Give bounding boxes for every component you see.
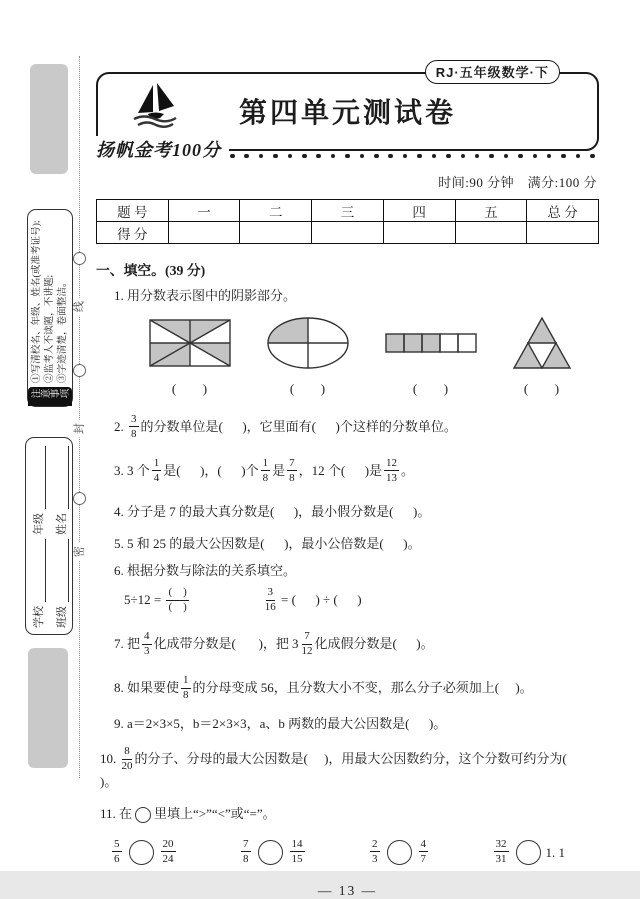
notice-label: 注意事项: [28, 387, 72, 406]
edition-tag: RJ·五年级数学·下: [425, 60, 560, 84]
decor-dot: [489, 154, 494, 159]
fraction-numerator: 7: [241, 839, 251, 853]
header-banner: [96, 65, 599, 160]
question-11: 11. 在 里填上“>”“<”或“=”。: [96, 805, 599, 824]
question-1: 1. 用分数表示图中的阴影部分。: [114, 288, 297, 303]
decor-dot: [302, 154, 307, 159]
figure-squares-strip: [384, 314, 478, 397]
binding-seal-line: [79, 56, 80, 778]
fraction-denominator: 3: [372, 852, 378, 865]
score-cell-5: [455, 222, 527, 244]
fraction: [301, 631, 312, 657]
fraction: [166, 587, 188, 613]
answer-blank: ( ): [289, 380, 327, 396]
decor-dot: [547, 154, 552, 159]
fraction: [122, 746, 133, 772]
grade-label: 年级: [32, 513, 45, 535]
fraction: [152, 458, 162, 484]
score-table-header-cell: 三: [312, 200, 384, 222]
fraction-numerator: 4: [419, 839, 429, 853]
fraction-numerator: 14: [290, 839, 305, 853]
student-info-box: [25, 437, 73, 635]
comparison-blank-circle: [135, 807, 151, 823]
decor-dot: [432, 154, 437, 159]
name-write-line: [57, 446, 69, 509]
fraction-denominator: 15: [291, 852, 303, 865]
question-5: 5. 5 和 25 的最大公因数是( )，最小公倍数是( )。: [114, 535, 421, 551]
decor-dot: [518, 154, 523, 159]
score-table-header-cell: 题 号: [97, 200, 169, 222]
question-2: 2. $\frac{3}{8}$ 的分数单位是( )，它里面有( )个这样的分数单位。: [114, 412, 457, 440]
answer-blank: ( ): [171, 380, 209, 396]
comparison-blank-circle: [258, 840, 283, 865]
answer-blank: ( ): [412, 380, 450, 396]
comparison-item: $\frac{32}{31}$ 1. 1: [495, 837, 565, 865]
fraction-denominator: 7: [420, 852, 426, 865]
mixed-number-whole: 3: [291, 636, 299, 652]
decor-dot: [316, 154, 321, 159]
fraction-denominator: 24: [162, 852, 174, 865]
question-1-figures: [96, 314, 599, 397]
brand-logo-text: 扬帆金考100分: [92, 136, 229, 162]
school-label: 学校: [32, 606, 45, 628]
student-info-row-2: [53, 444, 69, 628]
ellipse-shaded-quarter-image: [265, 314, 351, 372]
decor-dot: [446, 154, 451, 159]
fraction: [241, 839, 251, 865]
question-11-comparisons: [96, 837, 599, 866]
notice-item-3: ③字迹清楚，卷面整洁。: [56, 277, 68, 383]
question-7: 7. 把 $\frac{4}{3}$ 化成带分数是( )，把 3 $\frac{7}{12}$ 化成假分数是( )。: [114, 630, 434, 658]
score-cell-total: [527, 222, 599, 244]
fraction: [112, 839, 122, 865]
fraction-numerator: 3: [266, 587, 276, 601]
fraction-numerator: 32: [494, 839, 509, 853]
decor-dot: [259, 154, 264, 159]
decor-dot: [360, 154, 365, 159]
main-content: [96, 56, 599, 899]
fraction-numerator: 7: [287, 458, 297, 472]
class-write-line: [57, 539, 69, 602]
paper-title: 第四单元测试卷: [238, 98, 456, 129]
decor-dot: [475, 154, 480, 159]
decor-dot: [461, 154, 466, 159]
name-label: 姓名: [55, 513, 68, 535]
decor-dot: [504, 154, 509, 159]
five-squares-three-shaded-image: [384, 314, 478, 372]
page-number: — 13 —: [317, 882, 378, 898]
triangle-shaded-fourths-image: [511, 314, 573, 372]
fraction-numerator: 8: [122, 746, 132, 760]
fraction-denominator: 31: [495, 852, 507, 865]
fraction-denominator: 8: [262, 471, 269, 484]
seal-char-mi: 密: [73, 543, 86, 561]
decor-dot: [374, 154, 379, 159]
fraction: [494, 839, 509, 865]
fraction-denominator: 6: [114, 852, 120, 865]
school-write-line: [34, 539, 46, 602]
fraction: [290, 839, 305, 865]
seal-char-feng: 封: [73, 420, 86, 438]
score-table: [96, 199, 599, 244]
fraction: [265, 587, 276, 613]
fraction-denominator: 8: [183, 689, 189, 702]
fraction-numerator: 1: [181, 675, 191, 689]
figure-ellipse: [265, 314, 351, 397]
fraction: [287, 458, 297, 484]
sailboat-logo-icon: [126, 78, 184, 141]
fraction-denominator: 8: [243, 852, 249, 865]
decor-dot: [230, 154, 235, 159]
fraction-denominator: 12: [301, 645, 313, 658]
fraction-denominator: 3: [144, 645, 150, 658]
question-6: 6. 根据分数与除法的关系填空。: [114, 562, 297, 578]
score-cell-3: [312, 222, 384, 244]
notice-item-2: ②监考人不读题，不讲题;: [44, 274, 55, 383]
fraction-denominator: 13: [386, 471, 398, 484]
fraction-numerator: 3: [129, 414, 139, 428]
decor-dot: [590, 154, 595, 159]
figure-rectangle: [148, 314, 232, 397]
binding-gray-block-bottom: [28, 648, 68, 768]
equation-1: 5÷12 = $\frac{( )}{( )}$: [124, 586, 187, 614]
score-table-header-cell: 四: [383, 200, 455, 222]
equation-2: $\frac{3}{16}$ = ( ) ÷ ( ): [264, 586, 362, 614]
comparison-blank-circle: [516, 840, 541, 865]
question-10: 10. $\frac{8}{20}$ 的分子、分母的最大公因数是( )，用最大公因数约分，这个分数可约分为( )。: [100, 745, 583, 790]
fraction-numerator: ( ): [166, 587, 188, 601]
fraction-numerator: 12: [384, 458, 399, 472]
comparison-blank-circle: [129, 840, 154, 865]
score-row-label: 得 分: [97, 222, 169, 244]
grade-write-line: [34, 446, 46, 509]
decor-dot: [388, 154, 393, 159]
fraction-denominator: 4: [153, 471, 160, 484]
seal-circle: [73, 252, 86, 265]
score-table-header-row: [97, 200, 599, 222]
fraction-denominator: 8: [289, 471, 295, 484]
binding-gray-block-top: [30, 64, 68, 174]
figure-triangle: [511, 314, 573, 397]
score-cell-1: [168, 222, 240, 244]
decor-dot: [244, 154, 249, 159]
question-3: 3. 3 个 $\frac{1}{4}$ 是( )，( )个 $\frac{1}{8}$ 是 $\frac{7}{8}$ ，12 个( )是 $\frac{12}{13}$ 。: [114, 456, 415, 484]
decor-dot: [533, 154, 538, 159]
notice-rotated-strip: [28, 210, 72, 406]
question-9: 9. a＝2×3×5，b＝2×3×3，a、b 两数的最大公因数是( )。: [114, 716, 447, 732]
fraction-numerator: 7: [302, 631, 312, 645]
time-and-score-line: 时间:90 分钟 满分:100 分: [438, 175, 597, 190]
comparison-item: [239, 837, 307, 866]
notice-box: [27, 209, 73, 407]
notice-lines: [28, 218, 72, 387]
fraction-denominator: 20: [121, 760, 133, 773]
fraction: [161, 839, 176, 865]
fraction: [384, 458, 399, 484]
question-8: 8. 如果要使 $\frac{1}{8}$ 的分母变成 56，且分数大小不变，那么分子必须加上( )。: [114, 674, 533, 702]
decor-dot: [273, 154, 278, 159]
seal-circle: [73, 492, 86, 505]
fraction-denominator: 16: [264, 601, 276, 614]
decor-dot: [576, 154, 581, 159]
decor-dot: [288, 154, 293, 159]
decor-dot: [345, 154, 350, 159]
fraction-numerator: 1: [261, 458, 271, 472]
score-cell-4: [383, 222, 455, 244]
question-6-equations: [96, 588, 599, 614]
fraction-numerator: 2: [370, 839, 380, 853]
section-1-heading: 一、填空。(39 分): [96, 263, 206, 278]
decor-dot: [403, 154, 408, 159]
seal-circle: [73, 364, 86, 377]
seal-char-xian: 线: [73, 298, 86, 316]
decor-dot: [417, 154, 422, 159]
score-table-header-cell: 五: [455, 200, 527, 222]
fraction: [129, 414, 139, 440]
score-table-header-cell: 二: [240, 200, 312, 222]
fraction: [370, 839, 380, 865]
fraction: [181, 675, 191, 701]
decor-dot: [331, 154, 336, 159]
fraction-numerator: 1: [152, 458, 162, 472]
fraction-numerator: 4: [142, 631, 152, 645]
score-table-score-row: [97, 222, 599, 244]
student-info-rotated-strip: [26, 438, 72, 634]
fraction-numerator: 20: [161, 839, 176, 853]
score-cell-2: [240, 222, 312, 244]
answer-blank: ( ): [523, 380, 561, 396]
comparison-blank-circle: [387, 840, 412, 865]
student-info-row-1: [30, 444, 46, 628]
rectangle-shaded-eighths-image: [148, 314, 232, 372]
decor-dots-row: [230, 154, 595, 159]
fraction-numerator: 5: [112, 839, 122, 853]
comparison-item: [110, 837, 178, 866]
score-table-header-cell: 一: [168, 200, 240, 222]
fraction-denominator: 8: [131, 427, 137, 440]
fraction: [419, 839, 429, 865]
notice-item-1: ①写清校名、年级、姓名(或准考证号);: [31, 220, 43, 383]
comparison-item: [368, 837, 430, 866]
fraction: [261, 458, 271, 484]
question-4: 4. 分子是 7 的最大真分数是( )，最小假分数是( )。: [114, 503, 431, 519]
class-label: 班级: [55, 606, 68, 628]
score-table-header-cell: 总 分: [527, 200, 599, 222]
decor-dot: [561, 154, 566, 159]
fraction-denominator: ( ): [168, 601, 187, 614]
fraction: [142, 631, 152, 657]
